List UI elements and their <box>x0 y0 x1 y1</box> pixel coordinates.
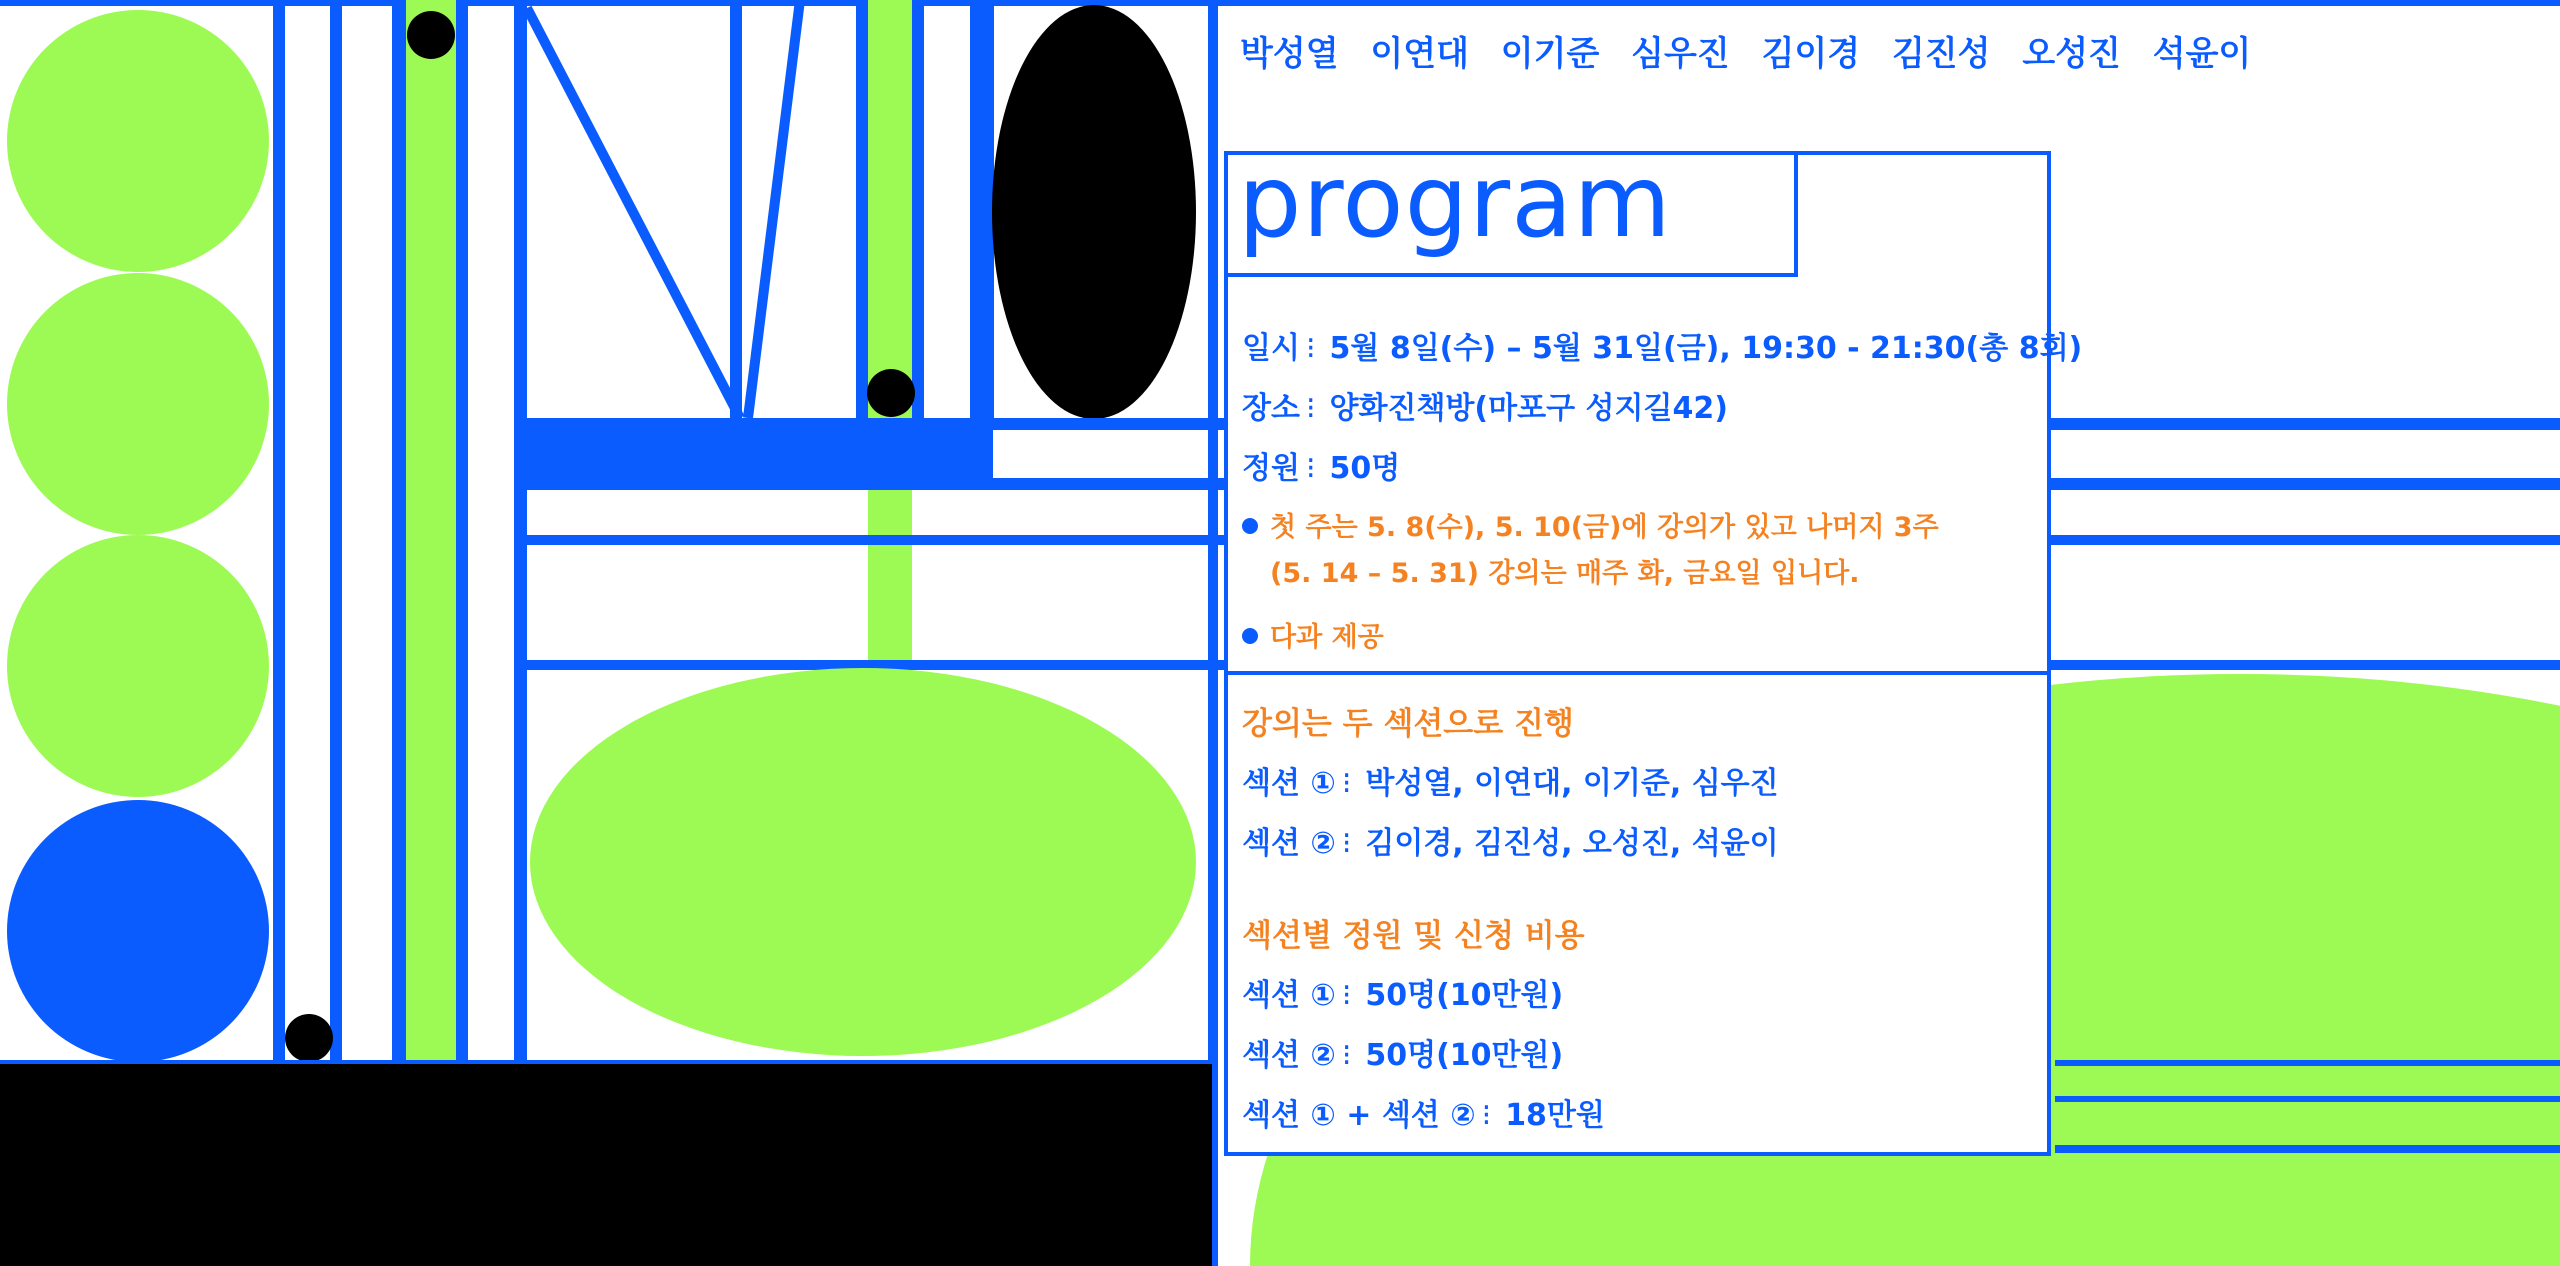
section-divider <box>1224 671 2051 675</box>
note-line <box>1242 505 1939 544</box>
venue-value: 양화진책방(마포구 성지길42) <box>1329 391 1728 426</box>
venue-label: 장소 <box>1242 391 1300 426</box>
blue-circle <box>7 800 269 1062</box>
fee-label: 섹션 ② <box>1242 1038 1336 1073</box>
capacity-line: 정원 ⁝ 50명 <box>1242 451 1401 486</box>
speaker-name: 박성열 <box>1240 34 1339 74</box>
speaker-list <box>1240 26 2271 75</box>
blue-bar <box>0 1060 1212 1064</box>
fee-line: 섹션 ① ⁝ 50명(10만원) <box>1242 978 1564 1013</box>
session-line: 섹션 ① ⁝ 박성열, 이연대, 이기준, 심우진 <box>1242 766 1779 801</box>
speaker-name: 석윤이 <box>2152 34 2252 74</box>
speaker-name: 이연대 <box>1370 34 1469 74</box>
fee-label: 섹션 ① <box>1242 978 1336 1013</box>
schedule-line: 일시 ⁝ 5월 8일(수) – 5월 31일(금), 19:30 - 21:30(총 8회) <box>1242 331 2083 366</box>
fee-value: 50명(10만원) <box>1365 978 1564 1013</box>
schedule-value: 5월 8일(수) – 5월 31일(금), 19:30 - 21:30(총 8회) <box>1329 331 2083 366</box>
note-text: (5. 14 – 5. 31) 강의는 매주 화, 금요일 입니다. <box>1270 558 1860 589</box>
green-circle <box>7 273 269 535</box>
session-label: 섹션 ① <box>1242 766 1336 801</box>
blue-stripe <box>912 0 924 420</box>
blue-stripe <box>456 0 468 1066</box>
bullet-icon <box>1242 518 1258 534</box>
note-line <box>1242 615 1384 654</box>
diagonal-line <box>527 8 740 418</box>
blue-bar <box>2055 1096 2560 1102</box>
capacity-value: 50명 <box>1329 451 1401 486</box>
fee-label: 섹션 ① + 섹션 ② <box>1242 1098 1476 1133</box>
session-value: 박성열, 이연대, 이기준, 심우진 <box>1365 766 1779 801</box>
green-stripe <box>868 490 912 662</box>
blue-block <box>527 430 993 480</box>
fee-line: 섹션 ② ⁝ 50명(10만원) <box>1242 1038 1564 1073</box>
blue-stripe <box>856 0 868 420</box>
fee-value: 50명(10만원) <box>1365 1038 1564 1073</box>
session-value: 김이경, 김진성, 오성진, 석윤이 <box>1365 826 1779 861</box>
black-dot <box>285 1014 333 1062</box>
note-text: 첫 주는 5. 8(수), 5. 10(금)에 강의가 있고 나머지 3주 <box>1270 512 1939 543</box>
venue-line: 장소 ⁝ 양화진책방(마포구 성지길42) <box>1242 391 1728 426</box>
bullet-icon <box>1242 628 1258 644</box>
program-title-box <box>1224 143 1798 277</box>
black-oval <box>992 5 1196 419</box>
green-ellipse <box>530 668 1196 1056</box>
program-panel <box>1224 143 2083 1156</box>
fees-heading: 섹션별 정원 및 신청 비용 <box>1242 918 1585 954</box>
green-circle <box>7 10 269 272</box>
speaker-name: 오성진 <box>2022 34 2121 74</box>
blue-stripe <box>514 670 527 1066</box>
green-circle <box>7 535 269 797</box>
program-title: program <box>1238 143 1672 260</box>
blue-stripe <box>273 0 285 1066</box>
session-line: 섹션 ② ⁝ 김이경, 김진성, 오성진, 석윤이 <box>1242 826 1779 861</box>
speaker-name: 김이경 <box>1761 34 1861 74</box>
speaker-name: 심우진 <box>1631 34 1730 74</box>
diagonal-line <box>748 0 800 418</box>
blue-stripe <box>970 0 982 420</box>
green-stripe <box>868 0 912 420</box>
schedule-label: 일시 <box>1242 331 1300 366</box>
sessions-heading: 강의는 두 섹션으로 진행 <box>1242 706 1574 742</box>
blue-bar <box>2055 1145 2560 1153</box>
blue-bar <box>2055 1060 2560 1066</box>
black-dot <box>867 369 915 417</box>
speaker-name: 이기준 <box>1500 34 1600 74</box>
blue-stripe <box>730 0 742 420</box>
note-text: 다과 제공 <box>1270 622 1384 653</box>
speaker-name: 김진성 <box>1891 34 1991 74</box>
green-stripe <box>406 0 456 1066</box>
session-label: 섹션 ② <box>1242 826 1336 861</box>
blue-stripe <box>330 0 342 1066</box>
black-block <box>0 1062 1212 1266</box>
blue-stripe <box>392 0 406 1066</box>
note-line <box>1270 551 1860 590</box>
top-border-line <box>0 0 2560 6</box>
fee-line: 섹션 ① + 섹션 ② ⁝ 18만원 <box>1242 1098 1605 1133</box>
fee-value: 18만원 <box>1505 1098 1605 1133</box>
capacity-label: 정원 <box>1242 451 1300 486</box>
black-dot <box>407 11 455 59</box>
